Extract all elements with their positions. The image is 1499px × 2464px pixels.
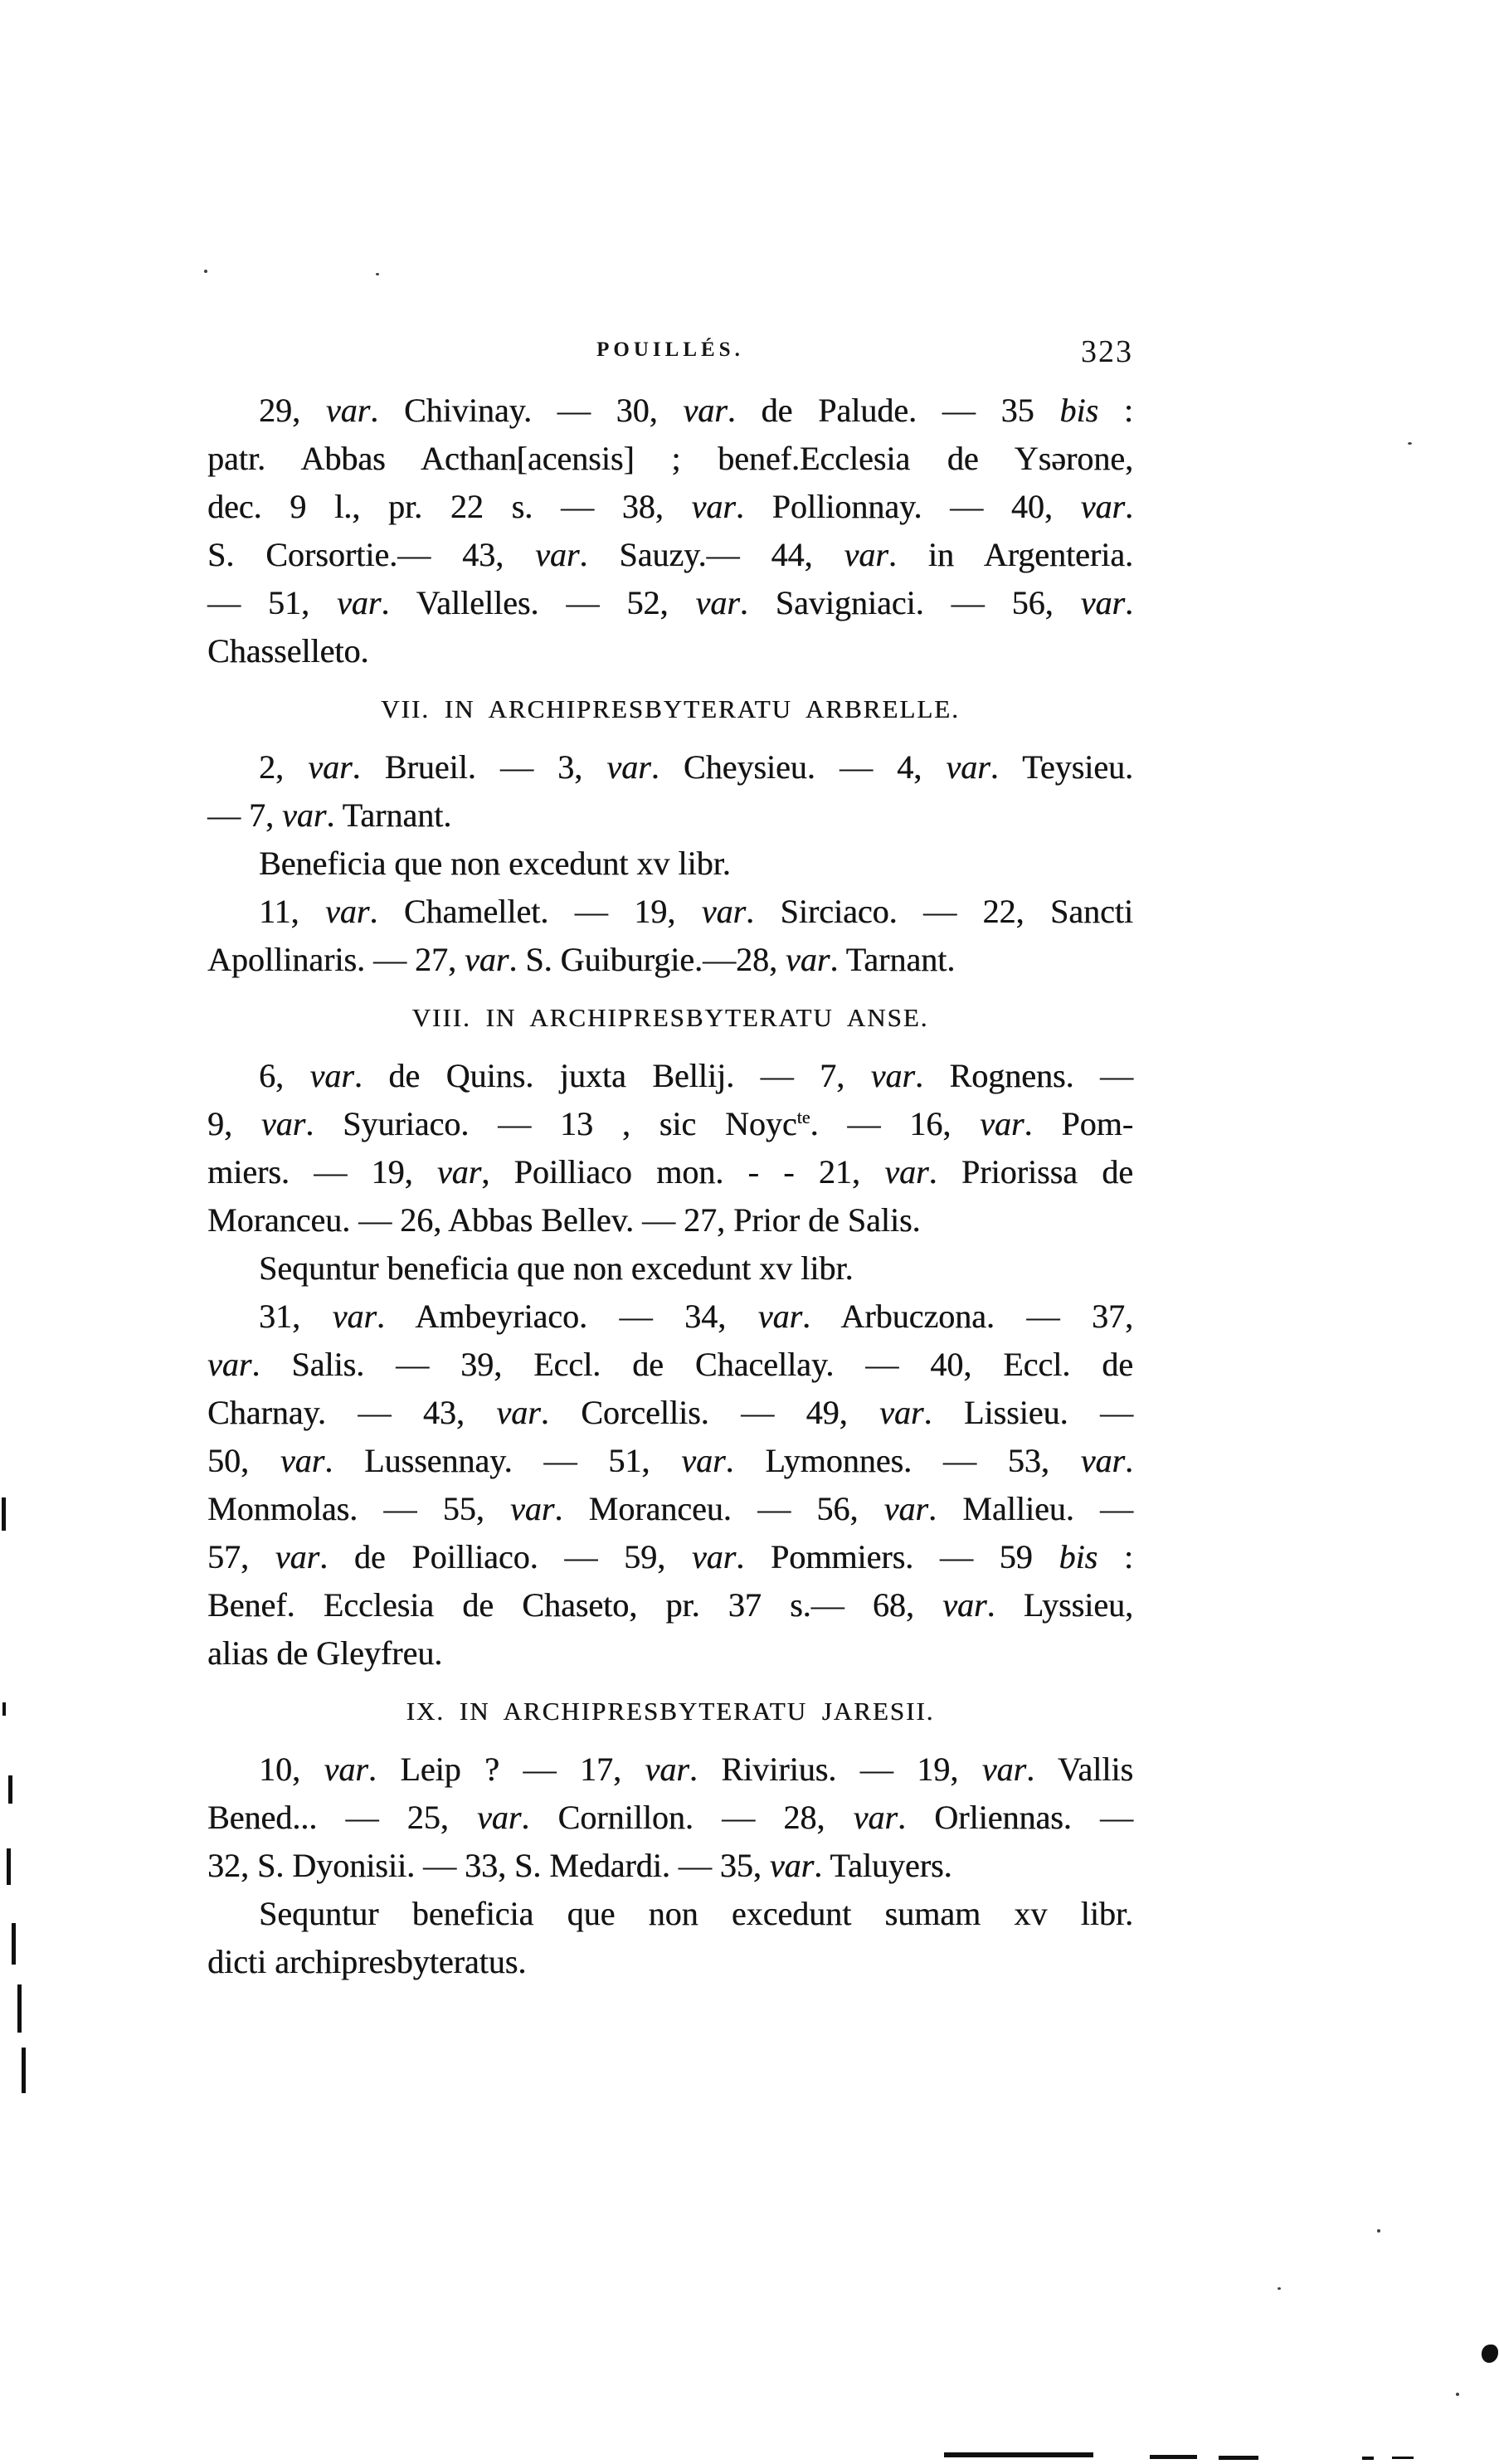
margin-scan-mark: [2, 1497, 6, 1531]
section-heading: VIII. IN ARCHIPRESBYTERATU ANSE.: [411, 1003, 929, 1032]
page-header: [207, 334, 1133, 372]
italic-text: var: [308, 748, 353, 786]
plain-text: . S. Guiburgie.—28,: [509, 941, 786, 978]
plain-text: 31,: [259, 1298, 333, 1335]
italic-text: var: [786, 941, 830, 978]
plain-text: , Poilliaco mon. - - 21,: [481, 1153, 885, 1191]
plain-text: . de Palude. — 35: [727, 392, 1060, 429]
italic-text: var: [496, 1394, 541, 1431]
plain-text: . — 16,: [810, 1105, 981, 1142]
text-line: [207, 483, 1133, 531]
plain-text: Sequntur beneficia que non excedunt sumam xv libr.: [259, 1895, 1133, 1932]
text-line: [207, 1244, 1133, 1293]
plain-text: 2,: [259, 748, 309, 786]
ink-speck: [376, 273, 379, 275]
italic-text: var: [324, 1751, 368, 1788]
italic-text: var: [870, 1057, 915, 1094]
plain-text: . de Quins. juxta Bellij. — 7,: [353, 1057, 871, 1094]
plain-text: Benef. Ecclesia de Chaseto, pr. 37 s.— 68,: [207, 1586, 943, 1624]
plain-text: . Rivirius. — 19,: [689, 1751, 982, 1788]
italic-text: var: [981, 1751, 1027, 1788]
plain-text: . Vallis: [1026, 1751, 1134, 1788]
superscript-text: te: [796, 1107, 810, 1127]
plain-text: alias de Gleyfreu.: [207, 1634, 443, 1672]
ink-speck: [1456, 2393, 1459, 2396]
plain-text: . Leip ? — 17,: [367, 1751, 645, 1788]
text-line: [207, 1052, 1133, 1100]
text-line: [207, 1890, 1133, 1938]
section-heading: VII. IN ARCHIPRESBYTERATU ARBRELLE.: [381, 694, 960, 723]
text-line: [207, 435, 1133, 483]
text-line: [207, 387, 1133, 435]
italic-text: var: [325, 893, 370, 930]
italic-text: var: [280, 1442, 325, 1479]
italic-text: var: [332, 1298, 377, 1335]
plain-text: . Tarnant.: [830, 941, 956, 978]
italic-text: var: [884, 1153, 929, 1191]
plain-text: . Sauzy.— 44,: [579, 536, 844, 573]
bottom-edge-dash: [1392, 2457, 1414, 2459]
text-line: [207, 1629, 1133, 1678]
plain-text: miers. — 19,: [207, 1153, 437, 1191]
plain-text: Sequntur beneficia que non excedunt xv libr.: [259, 1249, 854, 1287]
plain-text: . Tarnant.: [326, 796, 452, 834]
text-line: [207, 1938, 1133, 1986]
italic-text: var: [942, 1586, 987, 1624]
plain-text: . in Argenteria.: [888, 536, 1133, 573]
section-heading: IX. IN ARCHIPRESBYTERATU JARESII.: [406, 1697, 935, 1726]
plain-text: 50,: [207, 1442, 280, 1479]
plain-text: . Salis. — 39, Eccl. de Chacellay. — 40, Eccl. de: [251, 1346, 1133, 1383]
plain-text: dicti archipresbyteratus.: [207, 1943, 527, 1980]
plain-text: Chasselleto.: [207, 632, 369, 670]
plain-text: Beneficia que non excedunt xv libr.: [259, 845, 731, 882]
text-line: [207, 936, 1133, 984]
text-line: [207, 579, 1133, 627]
plain-text: . Lissieu. —: [923, 1394, 1134, 1431]
text-line: [207, 531, 1133, 579]
plain-text: 11,: [259, 893, 326, 930]
bottom-edge-dash: [944, 2452, 1093, 2457]
plain-text: . de Poilliaco. — 59,: [319, 1538, 692, 1575]
plain-text: 29,: [259, 392, 326, 429]
italic-text: bis: [1059, 1538, 1098, 1575]
text-line: [207, 1794, 1133, 1842]
italic-text: var: [879, 1394, 924, 1431]
italic-text: var: [691, 488, 736, 525]
plain-text: . Vallelles. — 52,: [381, 584, 696, 621]
plain-text: . Pollionnay. — 40,: [735, 488, 1081, 525]
text-line: [207, 791, 1133, 840]
ink-blob: [1482, 2345, 1498, 2363]
italic-text: var: [1080, 584, 1125, 621]
plain-text: . Rognens. —: [914, 1057, 1133, 1094]
plain-text: S. Corsortie.— 43,: [207, 536, 536, 573]
plain-text: . Sirciaco. — 22, Sancti: [746, 893, 1133, 930]
italic-text: var: [701, 893, 747, 930]
italic-text: var: [980, 1105, 1024, 1142]
running-title: POUILLÉS.: [596, 338, 744, 361]
plain-text: Apollinaris. — 27,: [207, 941, 465, 978]
plain-text: 9,: [207, 1105, 261, 1142]
text-line: [207, 1389, 1133, 1437]
italic-text: var: [946, 748, 990, 786]
text-line: [207, 888, 1133, 936]
plain-text: . Lussennay. — 51,: [324, 1442, 682, 1479]
plain-text: . Cheysieu. — 4,: [650, 748, 947, 786]
ink-speck: [1377, 2229, 1380, 2233]
plain-text: . Lymonnes. — 53,: [725, 1442, 1081, 1479]
text-body: [207, 387, 1133, 1986]
plain-text: . Teysieu.: [990, 748, 1134, 786]
plain-text: — 51,: [207, 584, 338, 621]
italic-text: var: [757, 1298, 803, 1335]
italic-text: var: [695, 584, 740, 621]
text-line: [207, 1581, 1133, 1629]
italic-text: var: [883, 1490, 928, 1527]
plain-text: . Orliennas. —: [897, 1799, 1134, 1836]
italic-text: var: [681, 1442, 726, 1479]
text-line: [207, 1533, 1133, 1581]
text-line: [207, 1437, 1133, 1485]
italic-text: var: [691, 1538, 737, 1575]
plain-text: .: [1125, 488, 1133, 525]
plain-text: Moranceu. — 26, Abbas Bellev. — 27, Prior de Salis.: [207, 1201, 921, 1239]
italic-text: var: [207, 1346, 252, 1383]
plain-text: . Syuriaco. — 13 , sic Noyc: [305, 1105, 797, 1142]
plain-text: . Cornillon. — 28,: [521, 1799, 854, 1836]
italic-text: var: [645, 1751, 689, 1788]
plain-text: . Lyssieu,: [986, 1586, 1133, 1624]
plain-text: . Chamellet. — 19,: [369, 893, 702, 930]
margin-scan-mark: [12, 1923, 16, 1965]
text-line: [207, 627, 1133, 675]
margin-scan-mark: [2, 1702, 6, 1716]
italic-text: var: [325, 392, 371, 429]
plain-text: — 7,: [207, 796, 282, 834]
margin-scan-mark: [7, 1848, 11, 1885]
plain-text: . Arbuczona. — 37,: [802, 1298, 1133, 1335]
italic-text: var: [464, 941, 509, 978]
plain-text: . Chivinay. — 30,: [370, 392, 684, 429]
text-line: [207, 743, 1133, 791]
italic-text: var: [1080, 488, 1125, 525]
plain-text: :: [1097, 1538, 1133, 1575]
ink-speck: [1278, 2287, 1281, 2290]
text-line: [207, 1196, 1133, 1244]
plain-text: . Moranceu. — 56,: [554, 1490, 884, 1527]
plain-text: .: [1125, 584, 1133, 621]
text-line: [207, 1485, 1133, 1533]
text-line: [207, 1746, 1133, 1794]
plain-text: . Priorissa de: [928, 1153, 1133, 1191]
bottom-edge-dash: [1362, 2457, 1374, 2460]
text-line: [207, 840, 1133, 888]
plain-text: :: [1098, 392, 1134, 429]
italic-text: var: [337, 584, 382, 621]
italic-text: bis: [1059, 392, 1099, 429]
ink-speck: [1408, 442, 1412, 445]
italic-text: var: [853, 1799, 898, 1836]
plain-text: . Pom-: [1024, 1105, 1134, 1142]
plain-text: . Mallieu. —: [927, 1490, 1133, 1527]
plain-text: . Pommiers. — 59: [736, 1538, 1059, 1575]
plain-text: Bened... — 25,: [207, 1799, 477, 1836]
plain-text: Monmolas. — 55,: [207, 1490, 510, 1527]
italic-text: var: [282, 796, 327, 834]
margin-scan-mark: [22, 2048, 26, 2093]
text-line: [207, 1842, 1133, 1890]
ink-speck: [204, 270, 207, 273]
plain-text: 10,: [259, 1751, 324, 1788]
italic-text: var: [1080, 1442, 1125, 1479]
plain-text: .: [1125, 1442, 1133, 1479]
italic-text: var: [260, 1105, 306, 1142]
italic-text: var: [844, 536, 888, 573]
margin-scan-mark: [8, 1775, 12, 1804]
plain-text: 57,: [207, 1538, 275, 1575]
plain-text: . Ambeyriaco. — 34,: [376, 1298, 758, 1335]
plain-text: patr. Abbas Acthan[acensis] ; benef.Ecclesia de Ysǝrone,: [207, 440, 1133, 477]
plain-text: Charnay. — 43,: [207, 1394, 497, 1431]
text-line: [207, 1341, 1133, 1389]
italic-text: var: [476, 1799, 522, 1836]
page-number: 323: [1081, 334, 1133, 369]
plain-text: 6,: [259, 1057, 310, 1094]
text-line: [207, 1293, 1133, 1341]
plain-text: . Corcellis. — 49,: [540, 1394, 880, 1431]
italic-text: var: [606, 748, 651, 786]
italic-text: var: [275, 1538, 320, 1575]
italic-text: var: [510, 1490, 555, 1527]
italic-text: var: [769, 1847, 815, 1884]
plain-text: . Taluyers.: [814, 1847, 952, 1884]
plain-text: 32, S. Dyonisii. — 33, S. Medardi. — 35,: [207, 1847, 770, 1884]
italic-text: var: [436, 1153, 482, 1191]
text-line: [207, 1100, 1133, 1148]
margin-scan-mark: [17, 1984, 22, 2033]
italic-text: var: [683, 392, 728, 429]
bottom-edge-dash: [1150, 2455, 1197, 2459]
plain-text: . Brueil. — 3,: [352, 748, 607, 786]
italic-text: var: [309, 1057, 354, 1094]
text-line: [207, 1148, 1133, 1196]
plain-text: . Savigniaci. — 56,: [739, 584, 1081, 621]
plain-text: dec. 9 l., pr. 22 s. — 38,: [207, 488, 692, 525]
italic-text: var: [535, 536, 580, 573]
bottom-edge-dash: [1219, 2456, 1258, 2460]
